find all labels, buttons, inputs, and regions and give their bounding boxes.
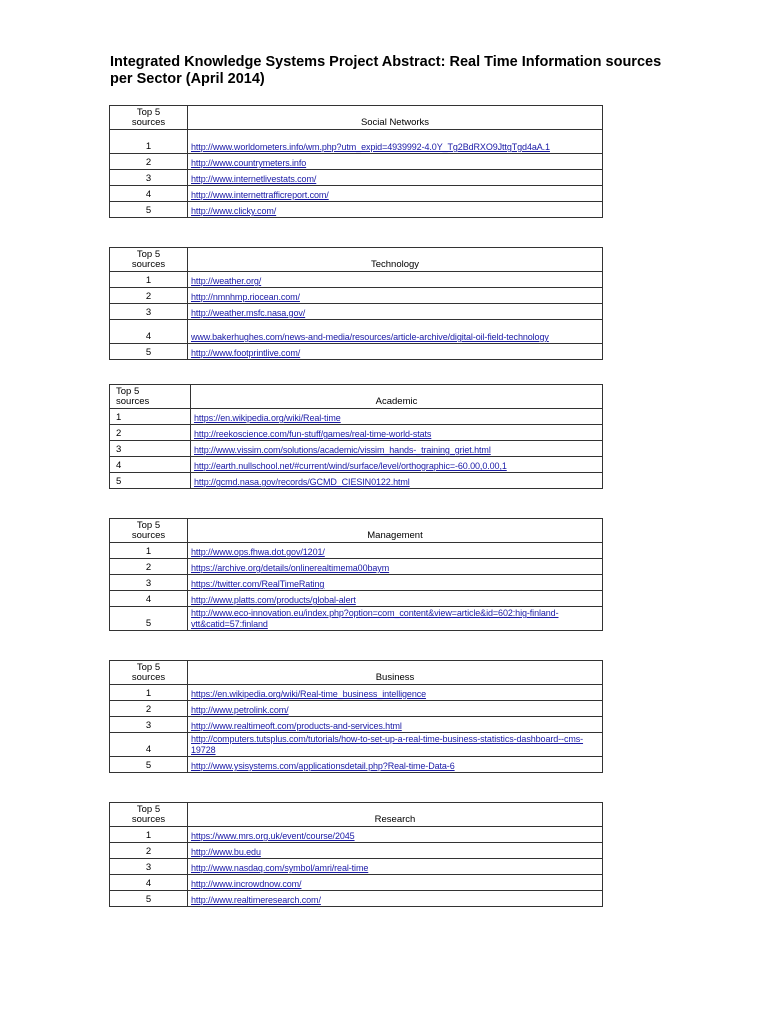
rank-cell: 5 — [110, 202, 188, 218]
rank-cell: 5 — [110, 891, 188, 907]
rank-cell: 1 — [110, 272, 188, 288]
sources-table — [109, 105, 603, 218]
source-link[interactable]: http://www.internettrafficreport.com/ — [191, 190, 329, 200]
rank-cell: 3 — [110, 717, 188, 733]
table-row — [110, 859, 603, 875]
table-row — [110, 757, 603, 773]
source-link[interactable]: http://www.countrymeters.info — [191, 158, 307, 168]
table-row — [110, 559, 603, 575]
top5-header-cell — [110, 385, 191, 409]
rank-cell: 1 — [110, 130, 188, 154]
table-row — [110, 130, 603, 154]
top5-label: Top 5 — [116, 386, 140, 397]
source-link[interactable]: http://gcmd.nasa.gov/records/GCMD_CIESIN0122.html — [194, 477, 410, 487]
table-row — [110, 717, 603, 733]
url-cell — [188, 733, 603, 757]
rank-cell: 3 — [110, 441, 191, 457]
table-row — [110, 875, 603, 891]
table-header-row — [110, 519, 603, 543]
sources-label: sources — [131, 814, 166, 825]
source-link[interactable]: http://www.footprintlive.com/ — [191, 348, 301, 358]
sources-label: sources — [131, 259, 166, 270]
source-link[interactable]: http://www.ops.fhwa.dot.gov/1201/ — [191, 547, 325, 557]
sources-table — [109, 802, 603, 907]
sector-header: Management — [188, 519, 603, 543]
table-row — [110, 154, 603, 170]
table-row — [110, 457, 603, 473]
sources-label: sources — [116, 396, 150, 407]
rank-cell: 4 — [110, 875, 188, 891]
table-row — [110, 304, 603, 320]
table-header-row — [110, 803, 603, 827]
source-link[interactable]: https://www.mrs.org.uk/event/course/2045 — [191, 831, 355, 841]
source-link[interactable]: http://www.worldometers.info/wm.php?utm_expid=4939992-4.0Y_Tg2BdRXO9JttgTgd4aA.1 — [191, 142, 550, 152]
table-row — [110, 272, 603, 288]
rank-cell: 3 — [110, 859, 188, 875]
url-cell — [188, 304, 603, 320]
url-cell — [188, 288, 603, 304]
page-title: Integrated Knowledge Systems Project Abstract: Real Time Information sources per Sector (April 2014) — [110, 54, 662, 87]
url-cell — [188, 685, 603, 701]
rank-cell: 4 — [110, 457, 191, 473]
source-link[interactable]: http://computers.tutsplus.com/tutorials/how-to-set-up-a-real-time-business-statistics-dashboard--cms-19728 — [191, 734, 584, 755]
source-link[interactable]: http://www.ysisystems.com/applicationsdetail.php?Real-time-Data-6 — [191, 761, 455, 771]
table-row — [110, 591, 603, 607]
rank-cell: 1 — [110, 409, 191, 425]
source-link[interactable]: http://www.realtimeoft.com/products-and-services.html — [191, 721, 402, 731]
top5-header-cell — [110, 248, 188, 272]
source-link[interactable]: https://twitter.com/RealTimeRating — [191, 579, 325, 589]
rank-cell: 3 — [110, 304, 188, 320]
rank-cell: 2 — [110, 425, 191, 441]
table-header-row — [110, 106, 603, 130]
rank-cell: 1 — [110, 543, 188, 559]
top5-header-cell — [110, 803, 188, 827]
url-cell — [188, 344, 603, 360]
table-header-row — [110, 661, 603, 685]
url-cell — [188, 827, 603, 843]
table-row — [110, 202, 603, 218]
url-cell — [188, 891, 603, 907]
rank-cell: 1 — [110, 827, 188, 843]
rank-cell: 5 — [110, 473, 191, 489]
top5-label: Top 5 — [136, 249, 161, 260]
table-row — [110, 575, 603, 591]
url-cell — [188, 559, 603, 575]
table-row — [110, 685, 603, 701]
source-link[interactable]: http://reekoscience.com/fun-stuff/games/real-time-world-stats — [194, 429, 432, 439]
table-row — [110, 543, 603, 559]
sector-header: Social Networks — [188, 106, 603, 130]
table-row — [110, 843, 603, 859]
url-cell — [191, 441, 603, 457]
sources-table — [109, 384, 603, 489]
rank-cell: 4 — [110, 591, 188, 607]
sector-header: Academic — [191, 385, 603, 409]
source-link[interactable]: https://en.wikipedia.org/wiki/Real-time — [194, 413, 341, 423]
rank-cell: 3 — [110, 575, 188, 591]
source-link[interactable]: http://www.platts.com/products/global-alert — [191, 595, 356, 605]
sources-label: sources — [131, 117, 166, 128]
rank-cell: 2 — [110, 701, 188, 717]
url-cell — [188, 154, 603, 170]
top5-label: Top 5 — [136, 520, 161, 531]
source-link[interactable]: http://weather.org/ — [191, 276, 262, 286]
sector-header: Research — [188, 803, 603, 827]
table-row — [110, 320, 603, 344]
sources-label: sources — [131, 530, 166, 541]
url-cell — [188, 591, 603, 607]
top5-header-cell — [110, 519, 188, 543]
table-row — [110, 409, 603, 425]
sources-table — [109, 660, 603, 773]
url-cell — [188, 272, 603, 288]
sources-table — [109, 518, 603, 631]
url-cell — [188, 575, 603, 591]
rank-cell: 2 — [110, 288, 188, 304]
url-cell — [191, 473, 603, 489]
url-cell — [188, 859, 603, 875]
rank-cell: 1 — [110, 685, 188, 701]
source-link[interactable]: http://www.vissim.com/solutions/academic/vissim_hands-_training_griet.html — [194, 445, 491, 455]
url-cell — [188, 130, 603, 154]
table-row — [110, 288, 603, 304]
top5-label: Top 5 — [136, 662, 161, 673]
url-cell — [188, 875, 603, 891]
top5-label: Top 5 — [136, 804, 161, 815]
url-cell — [188, 170, 603, 186]
source-link[interactable]: https://archive.org/details/onlinerealtimema00baym — [191, 563, 390, 573]
source-link[interactable]: www.bakerhughes.com/news-and-media/resources/article-archive/digital-oil-field-technology — [191, 332, 549, 342]
table-row — [110, 441, 603, 457]
table-row — [110, 186, 603, 202]
rank-cell: 4 — [110, 733, 188, 757]
source-link[interactable]: http://www.clicky.com/ — [191, 206, 277, 216]
source-link[interactable]: http://weather.msfc.nasa.gov/ — [191, 308, 306, 318]
table-row — [110, 607, 603, 631]
table-row — [110, 733, 603, 757]
source-link[interactable]: http://www.bu.edu — [191, 847, 261, 857]
url-cell — [188, 543, 603, 559]
table-header-row — [110, 248, 603, 272]
top5-header-cell — [110, 661, 188, 685]
url-cell — [191, 457, 603, 473]
table-row — [110, 425, 603, 441]
source-link[interactable]: http://nmnhmp.riocean.com/ — [191, 292, 300, 302]
table-row — [110, 827, 603, 843]
rank-cell: 5 — [110, 344, 188, 360]
url-cell — [191, 409, 603, 425]
source-link[interactable]: http://www.incrowdnow.com/ — [191, 879, 302, 889]
url-cell — [188, 757, 603, 773]
rank-cell: 2 — [110, 843, 188, 859]
url-cell — [188, 607, 603, 631]
table-row — [110, 170, 603, 186]
rank-cell: 4 — [110, 320, 188, 344]
rank-cell: 4 — [110, 186, 188, 202]
source-link[interactable]: http://www.nasdaq.com/symbol/amri/real-time — [191, 863, 369, 873]
url-cell — [188, 320, 603, 344]
url-cell — [188, 186, 603, 202]
sources-table — [109, 247, 603, 360]
table-row — [110, 473, 603, 489]
sector-header: Business — [188, 661, 603, 685]
url-cell — [188, 717, 603, 733]
source-link[interactable]: http://www.internetlivestats.com/ — [191, 174, 317, 184]
rank-cell: 5 — [110, 757, 188, 773]
table-row — [110, 701, 603, 717]
url-cell — [188, 843, 603, 859]
source-link[interactable]: http://www.eco-innovation.eu/index.php?option=com_content&view=article&id=602:hig-finland-vtt&catid=57:finland — [191, 608, 559, 629]
url-cell — [188, 701, 603, 717]
source-link[interactable]: http://earth.nullschool.net/#current/wind/surface/level/orthographic=-60.00,0.00,1 — [194, 461, 507, 471]
table-row — [110, 891, 603, 907]
rank-cell: 2 — [110, 559, 188, 575]
rank-cell: 3 — [110, 170, 188, 186]
sector-header: Technology — [188, 248, 603, 272]
rank-cell: 5 — [110, 607, 188, 631]
top5-header-cell — [110, 106, 188, 130]
rank-cell: 2 — [110, 154, 188, 170]
url-cell — [188, 202, 603, 218]
url-cell — [191, 425, 603, 441]
table-header-row — [110, 385, 603, 409]
source-link[interactable]: http://www.realtimeresearch.com/ — [191, 895, 321, 905]
table-row — [110, 344, 603, 360]
sources-label: sources — [131, 672, 166, 683]
source-link[interactable]: http://www.petrolink.com/ — [191, 705, 289, 715]
top5-label: Top 5 — [136, 107, 161, 118]
source-link[interactable]: https://en.wikipedia.org/wiki/Real-time_business_intelligence — [191, 689, 427, 699]
